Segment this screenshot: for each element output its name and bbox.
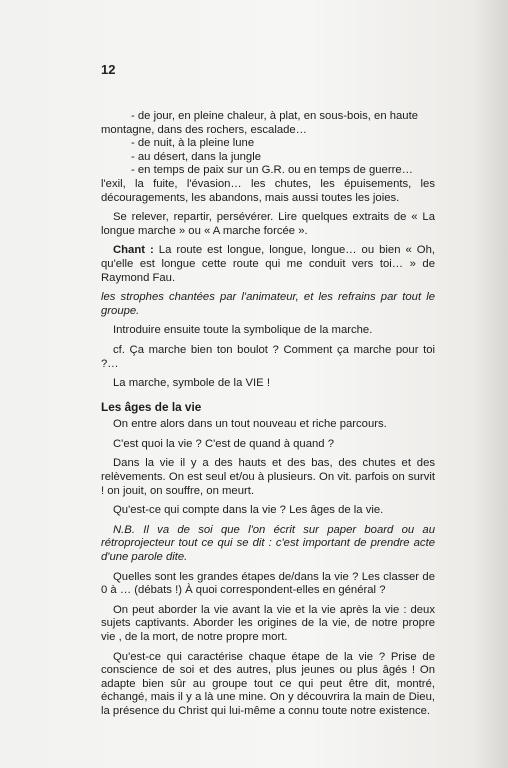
paragraph-marche: La marche, symbole de la VIE ! bbox=[113, 377, 270, 390]
chant-text: La route est longue, longue, longue… ou bien « Oh, qu'elle est longue cette route qui me conduit vers toi… » de Raymond Fau. bbox=[101, 244, 435, 284]
intro-line: montagne, dans des rochers, escalade… bbox=[101, 123, 307, 136]
paragraph-questce: C'est quoi la vie ? C'est de quand à quand ? bbox=[113, 437, 334, 450]
intro-line: - en temps de paix sur un G.R. ou en temps de guerre… bbox=[131, 164, 413, 177]
intro-line: - de nuit, à la pleine lune bbox=[131, 137, 255, 150]
paragraph-compte: Qu'est-ce qui compte dans la vie ? Les âges de la vie. bbox=[113, 504, 384, 517]
intro-line: - au désert, dans la jungle bbox=[131, 150, 261, 163]
intro-list bbox=[101, 110, 435, 205]
intro-line: l'exil, la fuite, l'évasion… les chutes, les épuisements, les découragements, les abandons, mais aussi toutes les joies. bbox=[101, 177, 435, 204]
paragraph-entrer: On entre alors dans un tout nouveau et riche parcours. bbox=[113, 418, 387, 431]
paragraph-strophes: les strophes chantées par l'animateur, et les refrains par tout le groupe. bbox=[101, 291, 435, 317]
page-number: 12 bbox=[101, 62, 116, 77]
section-heading: Les âges de la vie bbox=[101, 399, 202, 414]
paragraph-etapes: Quelles sont les grandes étapes de/dans la vie ? Les classer de 0 à … (débats !) À quoi correspondent-elles en général ? bbox=[101, 570, 435, 597]
paragraph-aborder: On peut aborder la vie avant la vie et la vie après la vie : deux sujets captivants. Aborder les origines de la vie, de notre propre vie , de la mort, de notre propre mort. bbox=[101, 603, 435, 643]
page-body bbox=[101, 110, 435, 725]
paragraph-chant bbox=[101, 244, 435, 285]
paragraph-hauts: Dans la vie il y a des hauts et des bas, des chutes et des relèvements. On est seul et/ou à plusieurs. On vit. parfois on survit ! on jouit, on souffre, on meurt. bbox=[101, 457, 435, 497]
paragraph-cf: cf. Ça marche bien ton boulot ? Comment ça marche pour toi ?… bbox=[101, 343, 435, 370]
paragraph-relever: Se relever, repartir, persévérer. Lire quelques extraits de « La longue marche » ou « A marche forcée ». bbox=[101, 211, 435, 237]
intro-line: - de jour, en pleine chaleur, à plat, en sous-bois, en haute bbox=[131, 110, 419, 122]
paragraph-nb: N.B. Il va de soi que l'on écrit sur paper board ou au rétroprojecteur tout ce qui se dit : c'est important de prendre acte d'une parole dite. bbox=[101, 523, 435, 564]
chant-label: Chant : bbox=[113, 244, 154, 257]
paragraph-caracterise: Qu'est-ce qui caractérise chaque étape de la vie ? Prise de conscience de soi et des autres, plus jeunes ou plus âgés ! On adapte bien sûr au groupe tout ce qui peut être dit, montré, échangé, mais il y a là une mine. On y découvrira la main de Dieu, la présence du Christ qui lui-même a connu toute notre existence. bbox=[101, 650, 435, 717]
paragraph-introduire: Introduire ensuite toute la symbolique de la marche. bbox=[113, 324, 373, 337]
